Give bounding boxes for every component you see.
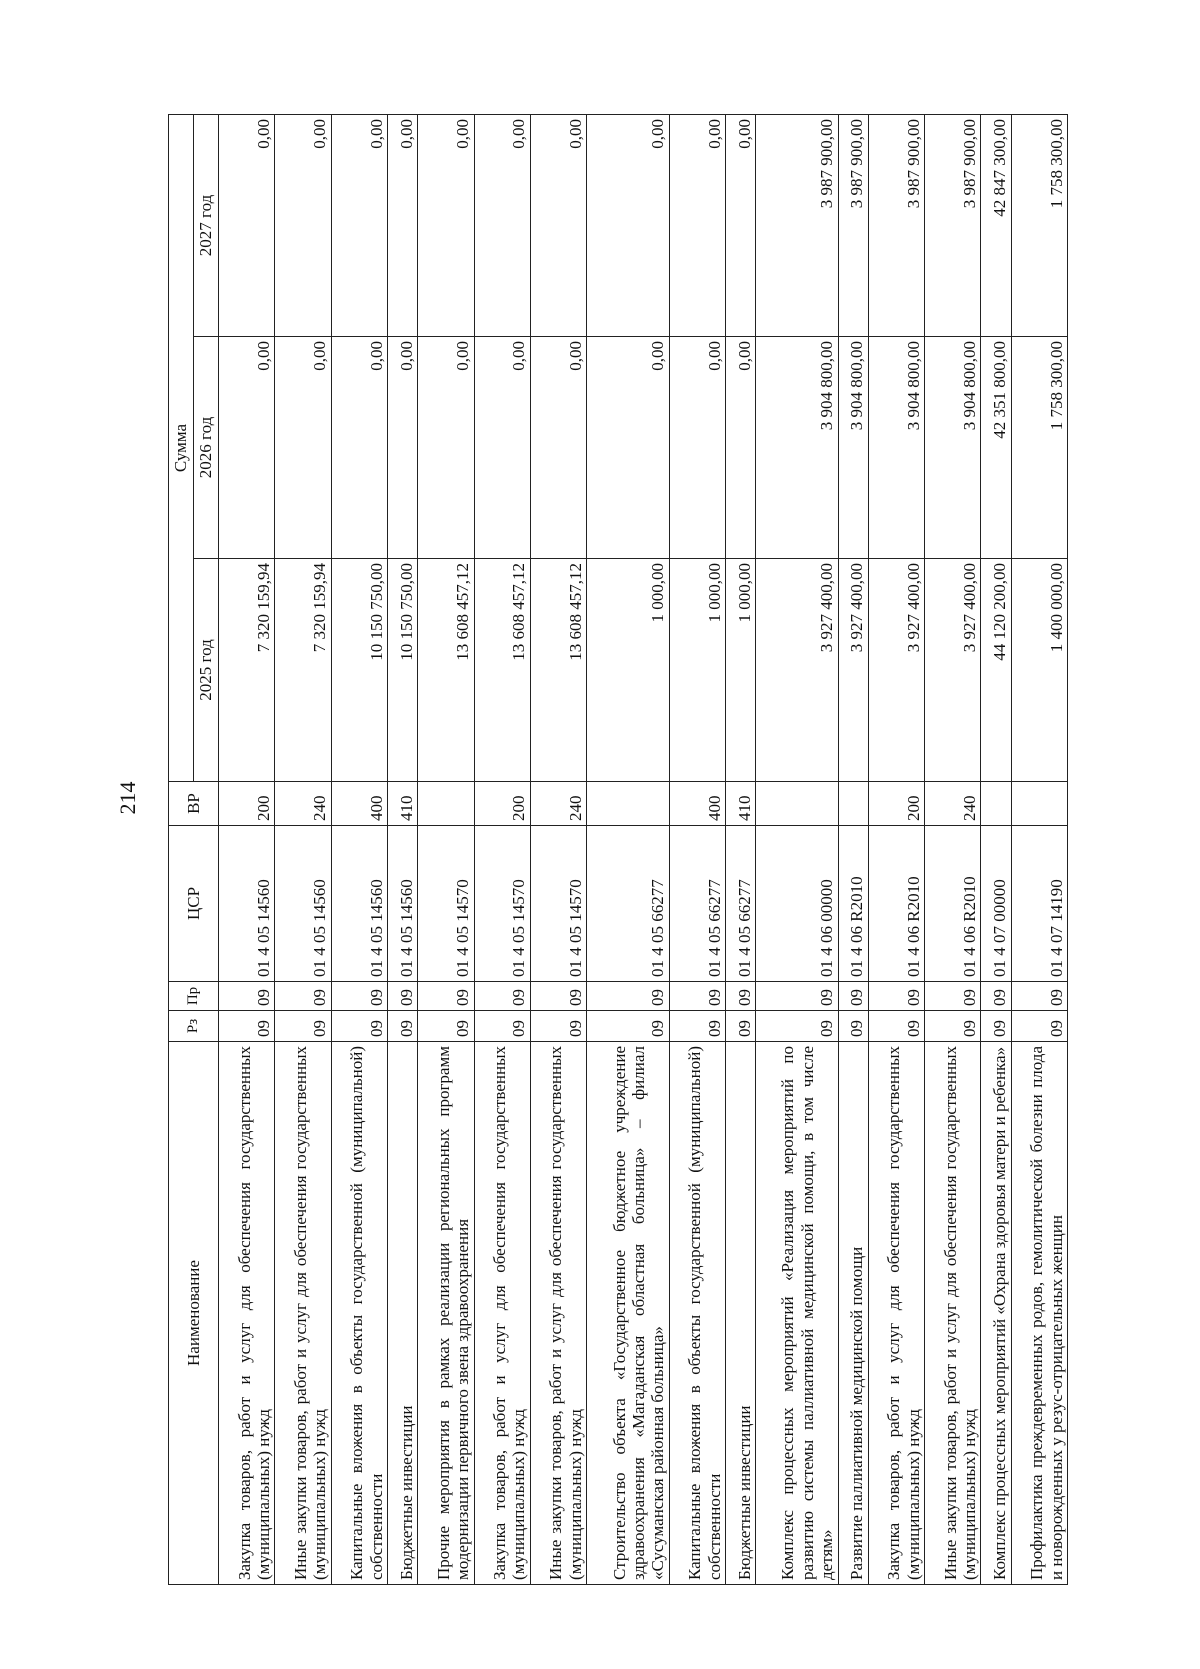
row-csr: 01 4 06 R2010 bbox=[868, 826, 924, 982]
table-body bbox=[219, 115, 1068, 1585]
row-2027: 0,00 bbox=[530, 115, 586, 337]
row-2025: 1 000,00 bbox=[725, 559, 755, 782]
row-csr: 01 4 05 14570 bbox=[530, 826, 586, 982]
rotated-table-container bbox=[168, 115, 1068, 1585]
table-row bbox=[725, 115, 755, 1585]
row-2027: 0,00 bbox=[331, 115, 387, 337]
row-2027: 0,00 bbox=[275, 115, 331, 337]
row-csr: 01 4 05 14560 bbox=[219, 826, 275, 982]
row-name: Профилактика преждевременных родов, гемолитической болезни плода и новорожденных у резус-отрицательных женщин bbox=[1011, 1042, 1067, 1585]
row-vr bbox=[838, 782, 868, 826]
row-2027: 0,00 bbox=[587, 115, 669, 337]
row-2027: 0,00 bbox=[387, 115, 417, 337]
table-row bbox=[981, 115, 1011, 1585]
row-2027: 0,00 bbox=[418, 115, 474, 337]
table-row bbox=[925, 115, 981, 1585]
header-name: Наименование bbox=[169, 1042, 219, 1585]
row-2026: 0,00 bbox=[587, 337, 669, 559]
row-2026: 0,00 bbox=[669, 337, 725, 559]
table-row bbox=[838, 115, 868, 1585]
row-rz: 09 bbox=[981, 1011, 1011, 1042]
row-vr: 200 bbox=[868, 782, 924, 826]
row-name: Закупка товаров, работ и услуг для обеспечения государственных (муниципальных) нужд bbox=[868, 1042, 924, 1585]
row-2025: 3 927 400,00 bbox=[925, 559, 981, 782]
header-2027: 2027 год bbox=[194, 115, 219, 337]
row-csr: 01 4 05 66277 bbox=[669, 826, 725, 982]
row-rz: 09 bbox=[418, 1011, 474, 1042]
row-csr: 01 4 05 14560 bbox=[387, 826, 417, 982]
row-name: Бюджетные инвестиции bbox=[725, 1042, 755, 1585]
row-csr: 01 4 07 00000 bbox=[981, 826, 1011, 982]
row-csr: 01 4 06 00000 bbox=[756, 826, 838, 982]
row-name: Строительство объекта «Государственное бюджетное учреждение здравоохранения «Магаданская областная больница» – филиал «Сусуманская районная больница» bbox=[587, 1042, 669, 1585]
row-vr bbox=[981, 782, 1011, 826]
row-csr: 01 4 06 R2010 bbox=[925, 826, 981, 982]
row-pr: 09 bbox=[925, 982, 981, 1011]
row-2027: 0,00 bbox=[474, 115, 530, 337]
row-2026: 0,00 bbox=[387, 337, 417, 559]
row-2026: 0,00 bbox=[474, 337, 530, 559]
header-sum: Сумма bbox=[169, 115, 194, 782]
row-csr: 01 4 05 66277 bbox=[587, 826, 669, 982]
row-vr: 240 bbox=[925, 782, 981, 826]
table-row bbox=[387, 115, 417, 1585]
row-name: Развитие паллиативной медицинской помощи bbox=[838, 1042, 868, 1585]
row-pr: 09 bbox=[1011, 982, 1067, 1011]
row-2025: 1 400 000,00 bbox=[1011, 559, 1067, 782]
row-2027: 1 758 300,00 bbox=[1011, 115, 1067, 337]
row-2026: 3 904 800,00 bbox=[838, 337, 868, 559]
row-vr bbox=[1011, 782, 1067, 826]
row-vr bbox=[418, 782, 474, 826]
row-2026: 1 758 300,00 bbox=[1011, 337, 1067, 559]
table-header bbox=[169, 115, 219, 1585]
table-row bbox=[219, 115, 275, 1585]
row-rz: 09 bbox=[219, 1011, 275, 1042]
row-2025: 3 927 400,00 bbox=[756, 559, 838, 782]
row-2025: 10 150 750,00 bbox=[387, 559, 417, 782]
row-2025: 7 320 159,94 bbox=[219, 559, 275, 782]
row-2026: 3 904 800,00 bbox=[925, 337, 981, 559]
row-2026: 3 904 800,00 bbox=[756, 337, 838, 559]
row-vr: 400 bbox=[669, 782, 725, 826]
row-rz: 09 bbox=[756, 1011, 838, 1042]
table-row bbox=[275, 115, 331, 1585]
row-name: Иные закупки товаров, работ и услуг для обеспечения государственных (муниципальных) нужд bbox=[275, 1042, 331, 1585]
row-csr: 01 4 05 14560 bbox=[331, 826, 387, 982]
row-pr: 09 bbox=[587, 982, 669, 1011]
row-pr: 09 bbox=[418, 982, 474, 1011]
row-rz: 09 bbox=[1011, 1011, 1067, 1042]
header-2026: 2026 год bbox=[194, 337, 219, 559]
row-rz: 09 bbox=[474, 1011, 530, 1042]
row-2025: 1 000,00 bbox=[669, 559, 725, 782]
row-pr: 09 bbox=[331, 982, 387, 1011]
row-vr: 200 bbox=[474, 782, 530, 826]
row-2025: 13 608 457,12 bbox=[474, 559, 530, 782]
row-pr: 09 bbox=[219, 982, 275, 1011]
row-2027: 3 987 900,00 bbox=[756, 115, 838, 337]
row-csr: 01 4 06 R2010 bbox=[838, 826, 868, 982]
row-vr: 240 bbox=[530, 782, 586, 826]
row-rz: 09 bbox=[925, 1011, 981, 1042]
row-pr: 09 bbox=[756, 982, 838, 1011]
row-name: Закупка товаров, работ и услуг для обеспечения государственных (муниципальных) нужд bbox=[219, 1042, 275, 1585]
budget-table bbox=[168, 114, 1068, 1585]
row-2027: 0,00 bbox=[219, 115, 275, 337]
row-rz: 09 bbox=[725, 1011, 755, 1042]
row-2025: 13 608 457,12 bbox=[418, 559, 474, 782]
row-pr: 09 bbox=[868, 982, 924, 1011]
row-2026: 0,00 bbox=[418, 337, 474, 559]
row-2025: 44 120 200,00 bbox=[981, 559, 1011, 782]
row-2026: 0,00 bbox=[219, 337, 275, 559]
row-pr: 09 bbox=[669, 982, 725, 1011]
row-2025: 3 927 400,00 bbox=[868, 559, 924, 782]
row-pr: 09 bbox=[275, 982, 331, 1011]
row-2025: 7 320 159,94 bbox=[275, 559, 331, 782]
row-2025: 10 150 750,00 bbox=[331, 559, 387, 782]
row-rz: 09 bbox=[387, 1011, 417, 1042]
row-vr bbox=[587, 782, 669, 826]
row-name: Прочие мероприятия в рамках реализации региональных программ модернизации первичного звена здравоохранения bbox=[418, 1042, 474, 1585]
row-name: Бюджетные инвестиции bbox=[387, 1042, 417, 1585]
row-2027: 42 847 300,00 bbox=[981, 115, 1011, 337]
table-row bbox=[331, 115, 387, 1585]
row-2026: 3 904 800,00 bbox=[868, 337, 924, 559]
table-row bbox=[474, 115, 530, 1585]
table-row bbox=[587, 115, 669, 1585]
row-name: Иные закупки товаров, работ и услуг для обеспечения государственных (муниципальных) нужд bbox=[530, 1042, 586, 1585]
table-row bbox=[868, 115, 924, 1585]
row-name: Капитальные вложения в объекты государственной (муниципальной) собственности bbox=[331, 1042, 387, 1585]
row-rz: 09 bbox=[275, 1011, 331, 1042]
row-pr: 09 bbox=[725, 982, 755, 1011]
row-rz: 09 bbox=[587, 1011, 669, 1042]
header-vr: ВР bbox=[169, 782, 219, 826]
table-row bbox=[669, 115, 725, 1585]
row-vr: 410 bbox=[387, 782, 417, 826]
row-rz: 09 bbox=[331, 1011, 387, 1042]
header-pr: Пр bbox=[169, 982, 219, 1011]
row-csr: 01 4 05 14570 bbox=[474, 826, 530, 982]
row-2027: 0,00 bbox=[725, 115, 755, 337]
row-2026: 0,00 bbox=[275, 337, 331, 559]
row-2027: 3 987 900,00 bbox=[838, 115, 868, 337]
row-2026: 0,00 bbox=[725, 337, 755, 559]
table-row bbox=[530, 115, 586, 1585]
row-pr: 09 bbox=[981, 982, 1011, 1011]
row-csr: 01 4 05 14570 bbox=[418, 826, 474, 982]
row-csr: 01 4 05 66277 bbox=[725, 826, 755, 982]
row-rz: 09 bbox=[868, 1011, 924, 1042]
row-pr: 09 bbox=[838, 982, 868, 1011]
row-name: Комплекс процессных мероприятий «Охрана здоровья матери и ребенка» bbox=[981, 1042, 1011, 1585]
row-vr: 240 bbox=[275, 782, 331, 826]
row-2025: 13 608 457,12 bbox=[530, 559, 586, 782]
row-2026: 0,00 bbox=[530, 337, 586, 559]
row-pr: 09 bbox=[387, 982, 417, 1011]
table-row bbox=[756, 115, 838, 1585]
row-rz: 09 bbox=[838, 1011, 868, 1042]
table-row bbox=[418, 115, 474, 1585]
row-2025: 3 927 400,00 bbox=[838, 559, 868, 782]
row-2027: 0,00 bbox=[669, 115, 725, 337]
row-2026: 0,00 bbox=[331, 337, 387, 559]
row-rz: 09 bbox=[669, 1011, 725, 1042]
row-vr: 400 bbox=[331, 782, 387, 826]
page-number: 214 bbox=[115, 781, 140, 815]
row-name: Иные закупки товаров, работ и услуг для обеспечения государственных (муниципальных) нужд bbox=[925, 1042, 981, 1585]
row-2027: 3 987 900,00 bbox=[868, 115, 924, 337]
row-pr: 09 bbox=[530, 982, 586, 1011]
header-rz: Рз bbox=[169, 1011, 219, 1042]
row-rz: 09 bbox=[530, 1011, 586, 1042]
row-2026: 42 351 800,00 bbox=[981, 337, 1011, 559]
table-row bbox=[1011, 115, 1067, 1585]
row-name: Комплекс процессных мероприятий «Реализация мероприятий по развитию системы паллиативной медицинской помощи, в том числе детям» bbox=[756, 1042, 838, 1585]
row-csr: 01 4 05 14560 bbox=[275, 826, 331, 982]
row-name: Закупка товаров, работ и услуг для обеспечения государственных (муниципальных) нужд bbox=[474, 1042, 530, 1585]
header-csr: ЦСР bbox=[169, 826, 219, 982]
row-pr: 09 bbox=[474, 982, 530, 1011]
row-vr bbox=[756, 782, 838, 826]
row-2025: 1 000,00 bbox=[587, 559, 669, 782]
row-csr: 01 4 07 14190 bbox=[1011, 826, 1067, 982]
header-2025: 2025 год bbox=[194, 559, 219, 782]
row-vr: 410 bbox=[725, 782, 755, 826]
row-name: Капитальные вложения в объекты государственной (муниципальной) собственности bbox=[669, 1042, 725, 1585]
row-2027: 3 987 900,00 bbox=[925, 115, 981, 337]
row-vr: 200 bbox=[219, 782, 275, 826]
